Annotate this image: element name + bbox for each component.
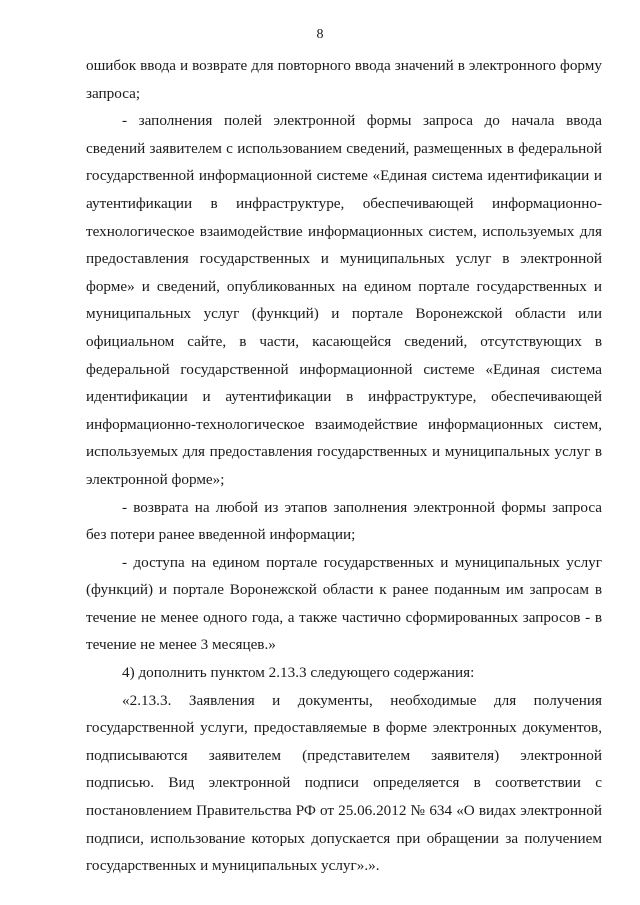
paragraph-continuation: ошибок ввода и возврате для повторного ввода значений в электронного форму запроса; (86, 57, 602, 102)
paragraph-clause-2-13-3: «2.13.3. Заявления и документы, необходимые для получения государственной услуги, предоставляемые в форме электронных документов, подписываются заявителем (представителем заявителя) электронной подписью. Вид электронной подписи определяется в соответствии с постановлением Правительства РФ от 25.06.2012 № 634 «О видах электронной подписи, использование которых допускается при обращении за получением государственных и муниципальных услуг».». (86, 691, 602, 875)
document-body (86, 52, 602, 880)
paragraph-amendment-intro: 4) дополнить пунктом 2.13.3 следующего содержания: (122, 664, 475, 682)
page-number: 8 (316, 27, 324, 42)
paragraph-prefill-fields: - заполнения полей электронной формы запроса до начала ввода сведений заявителем с использованием сведений, размещенных в федеральной государственной информационной системе «Единая система идентификации и аутентификации в инфраструктуре, обеспечивающей информационно-технологическое взаимодействие информационных систем, используемых для предоставления государственных и муниципальных услуг в электронной форме» и сведений, опубликованных на едином портале государственных и муниципальных услуг (функций) и портале Воронежской области или официальном сайте, в части, касающейся сведений, отсутствующих в федеральной государственной информационной системе «Единая система идентификации и аутентификации в инфраструктуре, обеспечивающей информационно-технологическое взаимодействие информационных систем, используемых для предоставления государственных и муниципальных услуг в электронной форме»; (86, 112, 602, 488)
paragraph-return-step: - возврата на любой из этапов заполнения электронной формы запроса без потери ранее введенной информации; (86, 498, 602, 544)
paragraph-portal-access: - доступа на едином портале государственных и муниципальных услуг (функций) и портале Воронежской области к ранее поданным им запросам в течение не менее одного года, а также частично сформированных запросов - в течение не менее 3 месяцев.» (86, 553, 602, 654)
